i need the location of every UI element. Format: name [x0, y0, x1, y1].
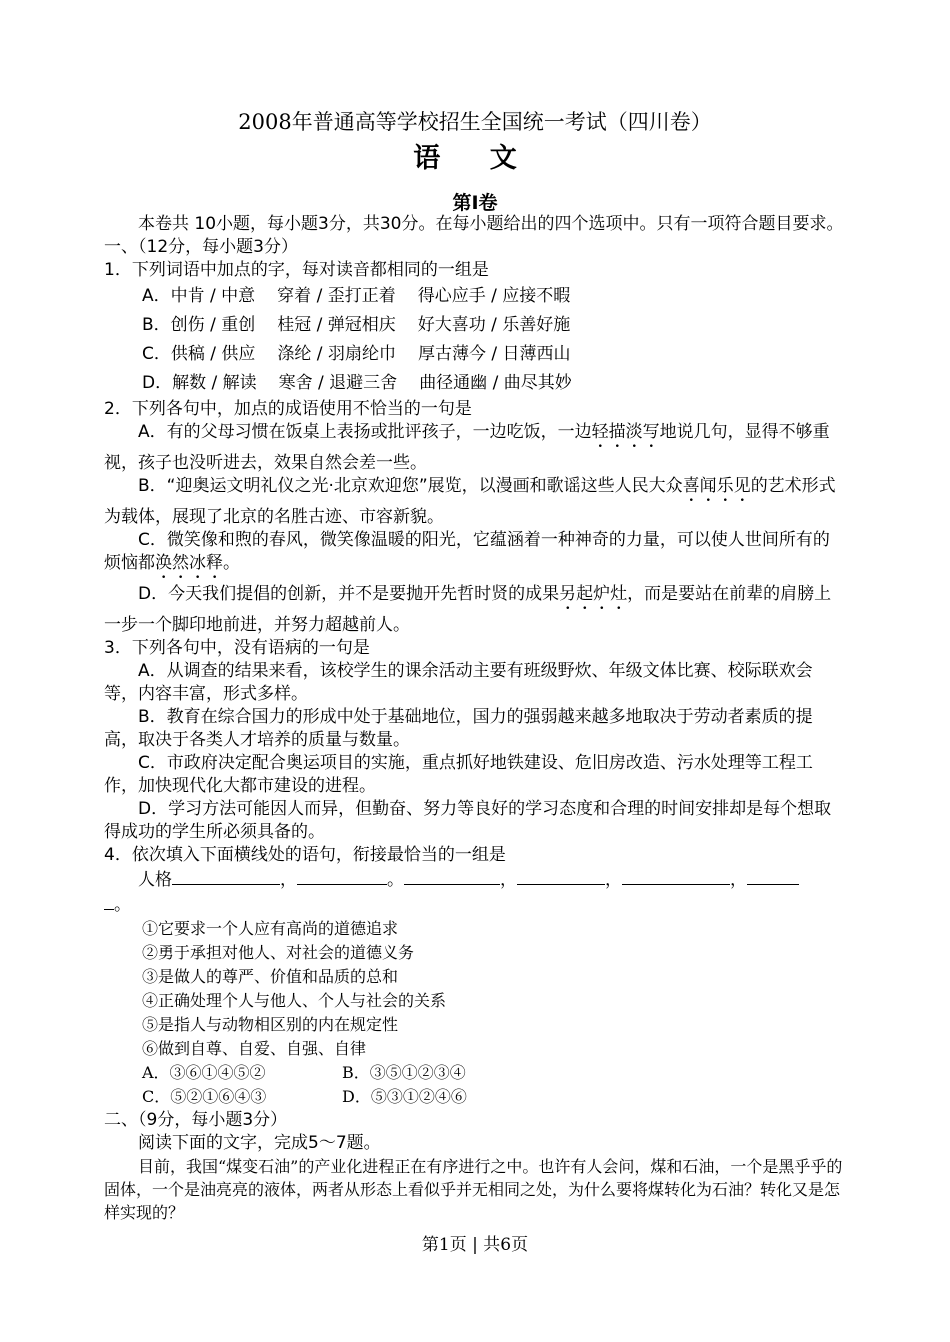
- q2-option-a: [104, 421, 844, 475]
- q2-d-text: D．今天我们提倡的创新，并不是要抛开先哲时贤的成果: [138, 584, 560, 604]
- q1-a-group3: 得心应手 / 应接不暇: [417, 286, 571, 306]
- q2-c-text-end: 。: [223, 553, 240, 573]
- q3-option-d: D．学习方法可能因人而异，但勤奋、努力等良好的学习态度和合理的时间安排却是每个想取得成功的学生所必须具备的。: [104, 799, 832, 842]
- q2-a-text-end: 地说几句，显得不够重视，孩子也没听进去，效果自然会差一些。: [104, 422, 830, 473]
- q1-option-c: [104, 340, 844, 369]
- q4-item-4: ④正确处理个人与他人、个人与社会的关系: [142, 991, 447, 1010]
- q4-comma-4: ，: [730, 870, 747, 890]
- q4-item-2: ②勇于承担对他人、对社会的道德义务: [142, 943, 415, 962]
- q1-option-b: [104, 311, 844, 340]
- volume-title: 第Ⅰ卷: [452, 192, 498, 214]
- q2-a-text: A．有的父母习惯在饭桌上表扬或批评孩子，一边吃饭，一边: [138, 422, 592, 442]
- q4-item-3: ③是做人的尊严、价值和品质的总和: [142, 967, 399, 986]
- section2-heading: 二、（9分，每小题3分）: [104, 1110, 288, 1130]
- q4-blank-5: [622, 868, 730, 885]
- q4-comma-1: ，: [280, 870, 297, 890]
- q1-d-group2: 寒舍 / 退避三舍: [278, 373, 398, 393]
- q1-b-group3: 好大喜功 / 乐善好施: [417, 315, 571, 335]
- q4-period: 。: [387, 870, 404, 890]
- q3-stem: 3．下列各句中，没有语病的一句是: [104, 638, 370, 658]
- q4-fill-line-end: [104, 893, 844, 917]
- q2-option-c: [104, 529, 844, 583]
- q4-fill-line: [104, 867, 844, 893]
- q1-c-group3: 厚古薄今 / 日薄西山: [417, 344, 571, 364]
- q4-items: [104, 917, 844, 1109]
- q4-item-5: ⑤是指人与动物相区别的内在规定性: [142, 1015, 399, 1034]
- q1-c-group1: C．供稿 / 供应: [142, 344, 256, 364]
- q2-c-text: C．微笑像和煦的春风，微笑像温暖的阳光，它蕴涵着一种神奇的力量，可以使人世间所有的烦恼都: [104, 530, 830, 573]
- q4-blank-6b: [104, 893, 114, 910]
- q4-blank-6a: [747, 868, 799, 885]
- q4-choice-b: B．③⑤①②③④: [342, 1063, 466, 1082]
- q3-option-c: C．市政府决定配合奥运项目的实施，重点抓好地铁建设、危旧房改造、污水处理等工程工作，加快现代化大都市建设的进程。: [104, 753, 813, 796]
- q1-d-group3: 曲径通幽 / 曲尽其妙: [419, 373, 572, 393]
- q2-d-text-end: ，而是要站在前辈的肩膀上一步一个脚印地前进，并努力超越前人。: [104, 584, 832, 635]
- q1-b-group1: B．创伤 / 重创: [142, 315, 256, 335]
- q4-stem: 4．依次填入下面横线处的语句，衔接最恰当的一组是: [104, 845, 506, 865]
- q2-b-text-end: 的艺术形式为载体，展现了北京的名胜古迹、市容新貌。: [104, 476, 836, 527]
- q4-comma-2: ，: [500, 870, 517, 890]
- q4-fill-prefix: 人格: [138, 870, 172, 890]
- q3-option-a: A．从调查的结果来看，该校学生的课余活动主要有班级野炊、年级文体比赛、校际联欢会等，内容丰富，形式多样。: [104, 661, 813, 704]
- q3-option-b: B．教育在综合国力的形成中处于基础地位，国力的强弱越来越多地取决于劳动者素质的提高，取决于各类人才培养的质量与数量。: [104, 707, 813, 750]
- q4-blank-2: [297, 868, 387, 885]
- q4-blank-3: [404, 868, 500, 885]
- q1-option-a: [104, 282, 844, 311]
- q4-end-period: 。: [114, 895, 131, 915]
- q1-option-d: [104, 369, 844, 398]
- q2-d-idiom: 另起炉灶: [559, 584, 628, 604]
- q1-a-group1: A．中肯 / 中意: [142, 286, 256, 306]
- q4-item-6: ⑥做到自尊、自爱、自强、自律: [142, 1039, 367, 1058]
- q2-b-idiom: 喜闻乐见: [682, 476, 751, 496]
- exam-content: [104, 213, 844, 1224]
- q1-b-group2: 桂冠 / 弹冠相庆: [277, 315, 396, 335]
- q2-stem: 2．下列各句中，加点的成语使用不恰当的一句是: [104, 399, 472, 419]
- q4-choice-a: A．③⑥①④⑤②: [142, 1063, 266, 1082]
- q2-c-idiom: 涣然冰释: [155, 553, 223, 573]
- q2-b-text: B．“迎奥运文明礼仪之光·北京欢迎您”展览，以漫画和歌谣这些人民大众: [138, 476, 683, 496]
- section2-passage: 目前，我国“煤变石油”的产业化进程正在有序进行之中。也许有人会问，煤和石油，一个是黑乎乎的固体，一个是油亮亮的液体，两者从形态上看似乎并无相同之处，为什么要将煤转化为石油？转化又是怎样实现的？: [104, 1157, 843, 1222]
- q4-blank-4: [517, 868, 605, 885]
- q4-choices-row-1: [142, 1061, 844, 1085]
- exam-title: 2008年普通高等学校招生全国统一考试（四川卷）: [238, 110, 712, 134]
- q4-choice-c: C．⑤②①⑥④③: [142, 1087, 267, 1106]
- q4-choice-d: D．⑤③①②④⑥: [342, 1087, 467, 1106]
- q2-a-idiom: 轻描淡写: [591, 422, 660, 442]
- intro-text: 本卷共 10小题，每小题3分，共30分。在每小题给出的四个选项中。只有一项符合题目要求。: [138, 214, 844, 234]
- subject-title: 语 文: [413, 143, 537, 174]
- q4-choices-row-2: [142, 1085, 844, 1109]
- section1-heading: 一、（12分，每小题3分）: [104, 237, 298, 257]
- q1-c-group2: 涤纶 / 羽扇纶巾: [277, 344, 396, 364]
- q4-blank-1: [172, 868, 280, 885]
- q2-option-d: [104, 583, 844, 637]
- section2-instruction: 阅读下面的文字，完成5～7题。: [138, 1133, 381, 1153]
- q4-comma-3: ，: [605, 870, 622, 890]
- q1-a-group2: 穿着 / 歪打正着: [277, 286, 396, 306]
- page-footer: 第1页 | 共6页: [421, 1235, 529, 1255]
- q1-d-group1: D．解数 / 解读: [142, 373, 257, 393]
- q1-stem: 1．下列词语中加点的字，每对读音都相同的一组是: [104, 260, 489, 280]
- q2-option-b: [104, 475, 844, 529]
- q4-item-1: ①它要求一个人应有高尚的道德追求: [142, 919, 399, 938]
